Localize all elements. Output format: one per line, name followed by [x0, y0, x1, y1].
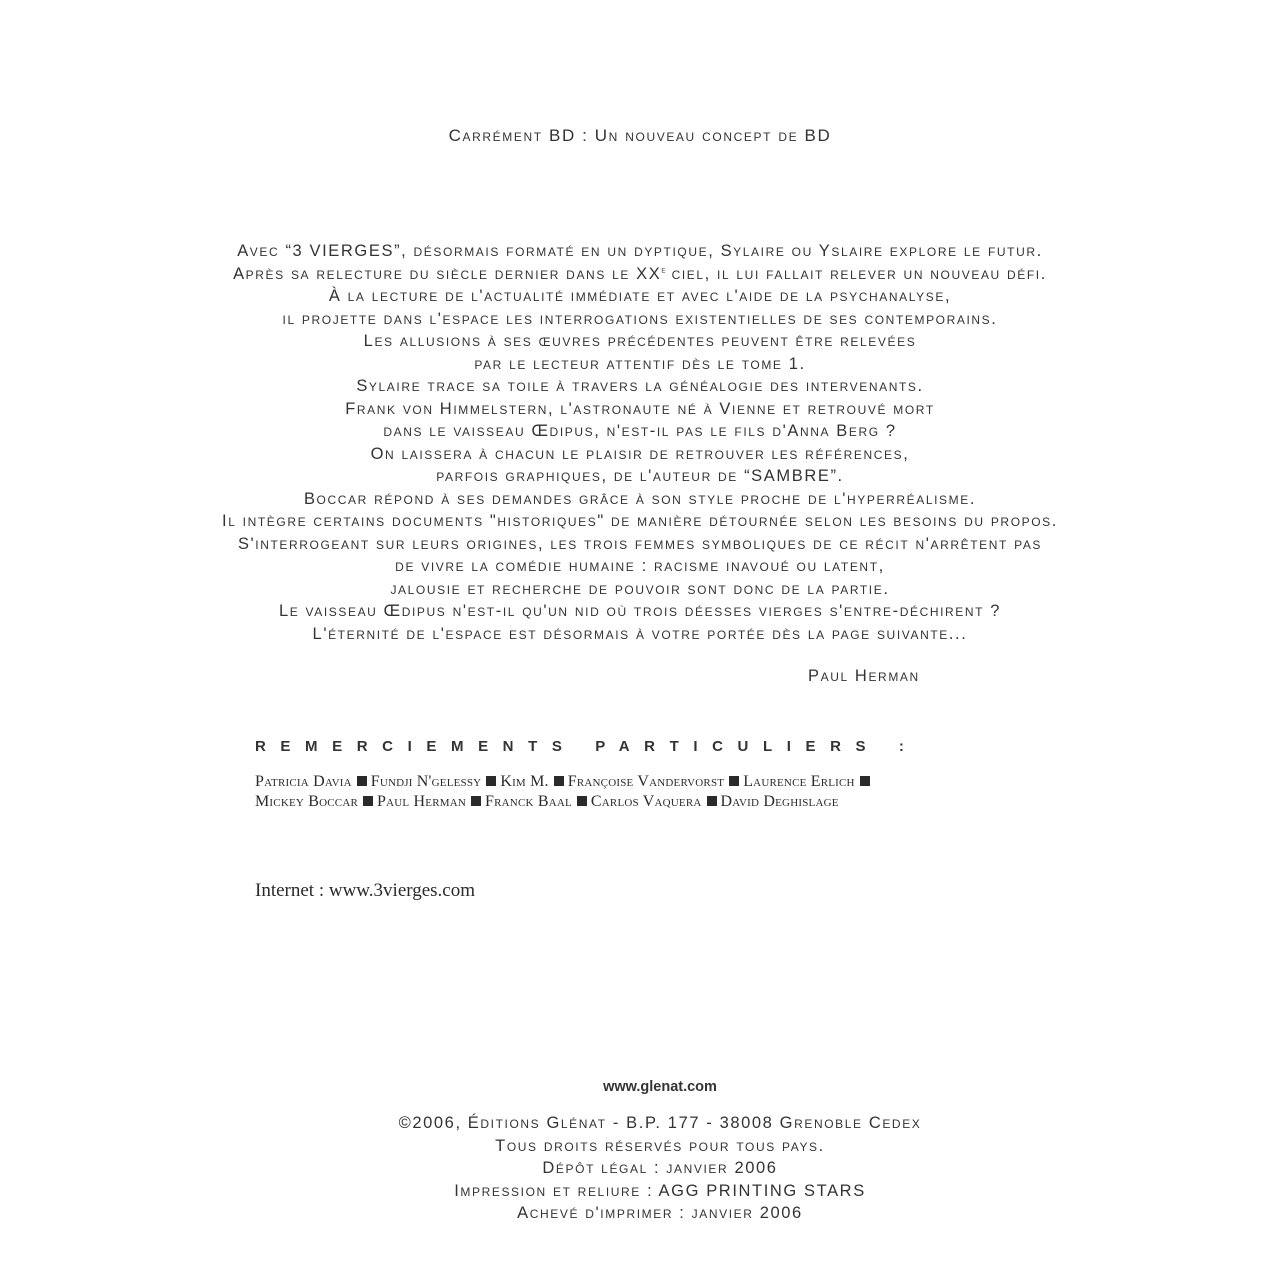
century-superscript: e — [661, 264, 666, 274]
publisher-website-link[interactable]: www.glenat.com — [603, 1079, 717, 1095]
thanks-row — [255, 792, 874, 812]
thanks-name: Franck Baal — [485, 793, 572, 810]
thanks-name: David Deghislage — [720, 793, 839, 810]
colophon-line: Tous droits réservés pour tous pays. — [495, 1136, 825, 1155]
thanks-title: REMERCIEMENTS PARTICULIERS : — [255, 738, 919, 755]
intro-line — [0, 263, 1280, 286]
thanks-name: Kim M. — [500, 773, 549, 790]
intro-line: Les allusions à ses œuvres précédentes peuvent être relevées — [363, 332, 917, 350]
square-bullet-icon — [357, 776, 367, 786]
square-bullet-icon — [860, 776, 870, 786]
square-bullet-icon — [729, 776, 739, 786]
intro-line: jalousie et recherche de pouvoir sont donc de la partie. — [390, 579, 890, 598]
intro-line: Sylaire trace sa toile à travers la généalogie des intervenants. — [356, 377, 924, 395]
intro-line: Avec “3 VIERGES”, désormais formaté en un dyptique, Sylaire ou Yslaire explore le futur. — [237, 242, 1043, 260]
introduction-text — [0, 240, 1280, 645]
intro-line: L'éternité de l'espace est désormais à votre portée dès la page suivante... — [312, 624, 968, 643]
intro-line: À la lecture de l'actualité immédiate et avec l'aide de la psychanalyse, — [328, 287, 952, 305]
colophon — [0, 1112, 1280, 1225]
colophon-line: Impression et reliure : AGG PRINTING STARS — [454, 1181, 866, 1200]
intro-line-part: Après sa relecture du siècle dernier dans le XX — [233, 264, 662, 283]
thanks-name: Paul Herman — [377, 793, 467, 810]
intro-line: S'interrogeant sur leurs origines, les trois femmes symboliques de ce récit n'arrêtent pas — [237, 534, 1043, 553]
page-heading: Carrément BD : Un nouveau concept de BD — [448, 126, 832, 145]
thanks-row — [255, 772, 874, 792]
intro-line: parfois graphiques, de l'auteur de “SAMBRE”. — [436, 467, 844, 485]
intro-line: dans le vaisseau Œdipus, n'est-il pas le fils d'Anna Berg ? — [383, 422, 897, 440]
thanks-name: Françoise Vandervorst — [567, 773, 725, 790]
intro-line-part: ciel, il lui fallait relever un nouveau défi. — [665, 264, 1047, 283]
intro-line: par le lecteur attentif dès le tome 1. — [474, 354, 806, 373]
colophon-line: Dépôt légal : janvier 2006 — [542, 1159, 778, 1177]
square-bullet-icon — [486, 776, 496, 786]
thanks-name: Fundji N'gelessy — [370, 773, 482, 790]
intro-line: On laissera à chacun le plaisir de retrouver les références, — [370, 444, 910, 463]
square-bullet-icon — [471, 796, 481, 806]
intro-line: Boccar répond à ses demandes grâce à son style proche de l'hyperréalisme. — [303, 489, 977, 508]
square-bullet-icon — [363, 796, 373, 806]
thanks-name: Patricia Davia — [255, 773, 352, 790]
intro-line: Frank von Himmelstern, l'astronaute né à Vienne et retrouvé mort — [345, 399, 935, 418]
square-bullet-icon — [707, 796, 717, 806]
thanks-name: Mickey Boccar — [255, 793, 359, 810]
intro-line: de vivre la comédie humaine : racisme inavoué ou latent, — [395, 557, 885, 575]
colophon-line: Achevé d'imprimer : janvier 2006 — [517, 1204, 803, 1222]
square-bullet-icon — [554, 776, 564, 786]
intro-line: Le vaisseau Œdipus n'est-il qu'un nid où trois déesses vierges s'entre-déchirent ? — [278, 602, 1002, 620]
intro-line: il projette dans l'espace les interrogations existentielles de ses contemporains. — [282, 309, 998, 328]
intro-line: Il intègre certains documents "historiques" de manière détournée selon les besoins du propos. — [222, 512, 1058, 530]
colophon-line: ©2006, Éditions Glénat - B.P. 177 - 38008 Grenoble Cedex — [398, 1114, 922, 1132]
internet-link[interactable]: Internet : www.3vierges.com — [255, 880, 476, 901]
thanks-name: Laurence Erlich — [743, 773, 855, 790]
thanks-list — [255, 772, 874, 812]
thanks-name: Carlos Vaquera — [590, 793, 702, 810]
square-bullet-icon — [577, 796, 587, 806]
author-signature: Paul Herman — [808, 667, 920, 685]
